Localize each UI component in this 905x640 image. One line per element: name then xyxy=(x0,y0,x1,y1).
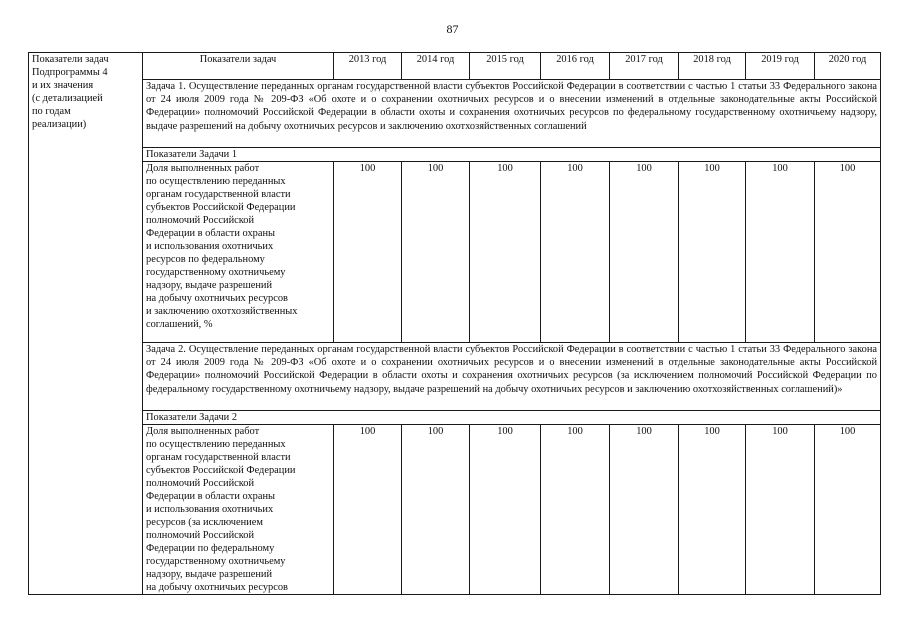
task-2-text: Задача 2. Осуществление переданных органам государственной власти субъектов Российской Федерации в соответствии с частью 1 статьи 33 Федерального закона от 24 июля 2009 года № 209-ФЗ «Об охоте и о сохранении охотничьих ресурсов и о внесении изменений в отдельные законодательные акты Российской Федерации» полномочий Российской Федерации в области охоты и сохранения охотничьих ресурсов (за исключением полномочий Российской Федерации по федеральному государственному охотничьему надзору, выдаче разрешений на добычу охотничьих ресурсов и заключению охотхозяйственных соглашений)» xyxy=(143,343,881,411)
task-2-value: 100 xyxy=(402,425,470,595)
header-year: 2019 год xyxy=(746,53,815,80)
header-row xyxy=(29,53,881,80)
task-2-value: 100 xyxy=(610,425,679,595)
header-year: 2020 год xyxy=(815,53,881,80)
task-2-value: 100 xyxy=(815,425,881,595)
task-1-text: Задача 1. Осуществление переданных органам государственной власти субъектов Российской Федерации в соответствии с частью 1 статьи 33 Федерального закона от 24 июля 2009 года № 209-ФЗ «Об охоте и о сохранении охотничьих ресурсов и о внесении изменений в отдельные законодательные акты Российской Федерации» полномочий Российской Федерации в области охоты и сохранения охотничьих ресурсов по федеральному государственному охотничьему надзору, выдаче разрешений на добычу охотничьих ресурсов и заключению охотхозяйственных соглашений xyxy=(143,80,881,148)
task-1-value: 100 xyxy=(610,162,679,343)
task-2-value: 100 xyxy=(541,425,610,595)
indicator-row xyxy=(29,425,881,595)
header-year: 2015 год xyxy=(470,53,541,80)
task-1-value: 100 xyxy=(334,162,402,343)
header-year: 2018 год xyxy=(679,53,746,80)
task-1-value: 100 xyxy=(470,162,541,343)
header-year: 2014 год xyxy=(402,53,470,80)
subheader-row xyxy=(29,411,881,425)
side-label: Показатели задач Подпрограммы 4 и их значения (с детализацией по годам реализации) xyxy=(29,53,143,595)
task-row xyxy=(29,80,881,148)
task-1-subheader: Показатели Задачи 1 xyxy=(143,148,881,162)
task-2-value: 100 xyxy=(470,425,541,595)
task-1-value: 100 xyxy=(541,162,610,343)
indicator-row xyxy=(29,162,881,343)
task-1-value: 100 xyxy=(815,162,881,343)
task-1-value: 100 xyxy=(402,162,470,343)
header-year: 2016 год xyxy=(541,53,610,80)
task-2-value: 100 xyxy=(679,425,746,595)
page-number: 87 xyxy=(446,22,459,36)
task-1-value: 100 xyxy=(746,162,815,343)
task-2-indicator: Доля выполненных работ по осуществлению переданных органам государственной власти субъектов Российской Федерации полномочий Российской Федерации в области охраны и использования охотничьих ресурсов (за исключением полномочий Российской Федерации по федеральному государственному охотничьему надзору, выдаче разрешений на добычу охотничьих ресурсов xyxy=(143,425,334,595)
header-indicator: Показатели задач xyxy=(143,53,334,80)
task-2-value: 100 xyxy=(746,425,815,595)
task-1-indicator: Доля выполненных работ по осуществлению переданных органам государственной власти субъектов Российской Федерации полномочий Российской Федерации в области охраны и использования охотничьих ресурсов по федеральному государственному охотничьему надзору, выдаче разрешений на добычу охотничьих ресурсов и заключению охотхозяйственных соглашений, % xyxy=(143,162,334,343)
header-year: 2013 год xyxy=(334,53,402,80)
task-2-value: 100 xyxy=(334,425,402,595)
task-2-subheader: Показатели Задачи 2 xyxy=(143,411,881,425)
task-1-value: 100 xyxy=(679,162,746,343)
subheader-row xyxy=(29,148,881,162)
indicators-table xyxy=(28,52,881,595)
header-year: 2017 год xyxy=(610,53,679,80)
task-row xyxy=(29,343,881,411)
